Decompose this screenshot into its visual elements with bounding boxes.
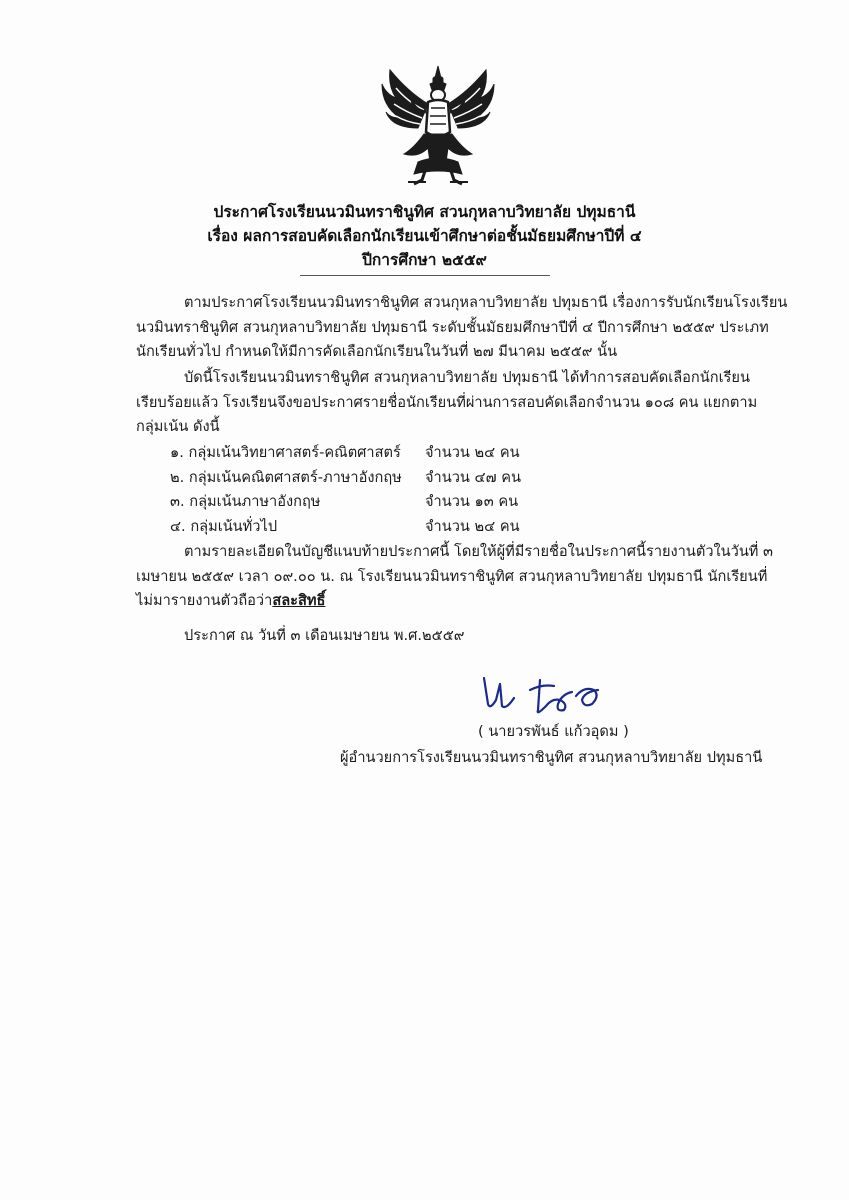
paragraph-text: ไม่มารายงานตัวถือว่า — [136, 592, 273, 609]
group-label: ๒. กลุ่มเน้นคณิตศาสตร์-ภาษาอังกฤษ — [170, 468, 402, 486]
group-label: ๔. กลุ่มเน้นทั่วไป — [170, 517, 278, 535]
paragraph-line: ตามรายละเอียดในบัญชีแนบท้ายประกาศนี้ โดยให้ผู้ที่มีรายชื่อในประกาศนี้รายงานตัวในวันที่ ๓ — [184, 543, 774, 560]
announcement-title: ประกาศโรงเรียนนวมินทราชินูทิศ สวนกุหลาบวิทยาลัย ปทุมธานี — [213, 203, 636, 221]
paragraph-line: เรียบร้อยแล้ว โรงเรียนจึงขอประกาศรายชื่อนักเรียนที่ผ่านการสอบคัดเลือกจำนวน ๑๐๘ คน แยกตาม — [136, 393, 758, 411]
group-count: จำนวน ๒๔ คน — [425, 444, 520, 461]
announcement-subject: เรื่อง ผลการสอบคัดเลือกนักเรียนเข้าศึกษาต่อชั้นมัธยมศึกษาปีที่ ๔ — [207, 227, 642, 245]
garuda-emblem-icon — [378, 62, 498, 188]
group-label: ๓. กลุ่มเน้นภาษาอังกฤษ — [170, 493, 321, 510]
academic-year: ปีการศึกษา ๒๕๕๙ — [362, 251, 487, 269]
paragraph-line: นักเรียนทั่วไป กำหนดให้มีการคัดเลือกนักเรียนในวันที่ ๒๗ มีนาคม ๒๕๕๙ นั้น — [136, 343, 618, 360]
group-label: ๑. กลุ่มเน้นวิทยาศาสตร์-คณิตศาสตร์ — [170, 444, 401, 461]
paragraph-line — [136, 589, 736, 614]
handwritten-signature — [480, 670, 610, 718]
group-count: จำนวน ๒๔ คน — [425, 517, 520, 535]
group-count: จำนวน ๔๗ คน — [425, 468, 521, 486]
paragraph-line: บัดนี้โรงเรียนนวมินทราชินูทิศ สวนกุหลาบวิทยาลัย ปทุมธานี ได้ทำการสอบคัดเลือกนักเรียน — [184, 369, 750, 386]
forfeit-emphasis: สละสิทธิ์ — [272, 592, 326, 609]
paragraph-report — [136, 540, 774, 614]
signer-title: ผู้อำนวยการโรงเรียนนวมินทราชินูทิศ สวนกุหลาบวิทยาลัย ปทุมธานี — [340, 749, 763, 766]
heading-divider — [300, 275, 550, 276]
signer-name: ( นายวรพันธ์ แก้วอุดม ) — [478, 723, 629, 740]
paragraph-intro — [136, 291, 788, 365]
group-count: จำนวน ๑๓ คน — [425, 493, 519, 510]
paragraph-line: เมษายน ๒๕๕๙ เวลา ๐๙.๐๐ น. ณ โรงเรียนนวมินทราชินูทิศ สวนกุหลาบวิทยาลัย ปทุมธานี นักเรียนที่ — [136, 567, 768, 585]
paragraph-result — [136, 366, 758, 440]
paragraph-line: กลุ่มเน้น ดังนี้ — [136, 418, 220, 435]
paragraph-line: ตามประกาศโรงเรียนนวมินทราชินูทิศ สวนกุหลาบวิทยาลัย ปทุมธานี เรื่องการรับนักเรียนโรงเรียน — [184, 294, 788, 311]
announcement-date: ประกาศ ณ วันที่ ๓ เดือนเมษายน พ.ศ.๒๕๕๙ — [184, 627, 465, 644]
paragraph-line: นวมินทราชินูทิศ สวนกุหลาบวิทยาลัย ปทุมธานี ระดับชั้นมัธยมศึกษาปีที่ ๔ ปีการศึกษา ๒๕๕๙ ประเภท — [136, 318, 769, 336]
